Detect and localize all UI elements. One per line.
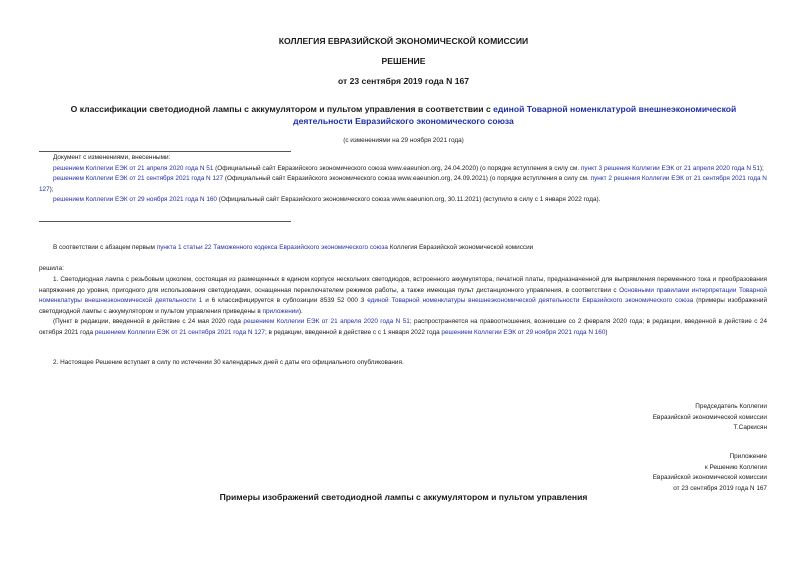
appendix-organization: Евразийской экономической комиссии <box>652 474 767 481</box>
bottom-divider <box>39 221 291 222</box>
signature-block <box>653 402 767 434</box>
amendments-block <box>39 153 767 206</box>
amendment-link[interactable]: решением Коллегии ЕЭК от 21 сентября 2021 года N 127 <box>94 328 265 336</box>
title-tnved-link[interactable]: единой Товарной номенклатурой внешнеэкономической деятельности Евразийского экономического союза <box>293 104 737 126</box>
interpretation-rules-link[interactable]: Основными правилами интерпретации Товарной номенклатуры внешнеэкономической деятельности 1 <box>39 286 767 304</box>
amendment-link[interactable]: решением Коллегии ЕЭК от 29 ноября 2021 года N 160 <box>53 196 217 203</box>
appendix-link[interactable]: приложении <box>262 307 299 315</box>
tnved-link[interactable]: единой Товарной номенклатуры внешнеэкономической деятельности Евразийского экономического союза <box>367 297 694 304</box>
point-1: 1. Светодиодная лампа с резьбовым цоколем, состоящая из размещенных в едином корпусе нескольких светодиодов, встроенного аккумулятора, печатной платы, предназначенной для выпрямления переменного тока и преобразования напряжения до уровня, пригодного для использования светодиодами, оснащенная переключателем режимов работы, а также имеющая пульт дистанционного управления, в соответствии с Основными правилами интерпретации Товарной номенклатуры внешнеэкономической деятельности 1 и 6 классифицируется в субпозиции 8539 52 000 3 единой Товарной номенклатуры внешнеэкономической деятельности Евразийского экономического союза (примеры изображений светодиодной лампы с аккумулятором и пультом управления приведены в приложении). <box>39 276 768 315</box>
appendix-reference: к Решению Коллегии <box>704 463 767 471</box>
point-2: 2. Настоящее Решение вступает в силу по истечении 30 календарных дней с даты его официального опубликования. <box>53 359 404 366</box>
amendment-effective-link[interactable]: пункт 2 решения Коллегии ЕЭК от 21 сентября 2021 года N 127 <box>39 175 767 193</box>
amendment-link[interactable]: решением Коллегии ЕЭК от 29 ноября 2021 года N 160 <box>441 328 606 336</box>
preamble: В соответствии с абзацем первым пункта 1 статьи 22 Таможенного кодекса Евразийского экономического союза Коллегия Евразийской экономической комиссии <box>53 244 534 251</box>
amendment-link[interactable]: решением Коллегии ЕЭК от 21 апреля 2020 года N 51 <box>243 318 410 325</box>
amendment-note: (с изменениями на 29 ноября 2021 года) <box>343 137 464 144</box>
document-title <box>40 103 767 127</box>
appendix-date: от 23 сентября 2019 года N 167 <box>673 484 767 492</box>
amendment-link[interactable]: решением Коллегии ЕЭК от 21 сентября 2021 года N 127 <box>53 175 224 182</box>
document-type: РЕШЕНИЕ <box>381 56 426 66</box>
amendment-item: решением Коллегии ЕЭК от 21 сентября 2021 года N 127 (Официальный сайт Евразийского экономического союза www.eaeunion.org, 24.09.2021) (о порядке вступления в силу см. пункт 2 решения Коллегии ЕЭК от 21 сентября 2021 года N 127); <box>39 175 767 193</box>
point-1-note: (Пункт в редакции, введенной в действие с 24 мая 2020 года решением Коллегии ЕЭК от 21 апреля 2020 года N 51; распространяется на правоотношения, возникшие со 2 февраля 2020 года; в редакции, введенной в действие с 24 октября 2021 года решением Коллегии ЕЭК от 21 сентября 2021 года N 127; в редакции, введенной в действие с с 1 января 2022 года решением Коллегии ЕЭК от 29 ноября 2021 года N 160) <box>39 318 768 336</box>
title-text: О классификации светодиодной лампы с аккумулятором и пультом управления в соответствии с <box>70 104 494 114</box>
amendment-link[interactable]: решением Коллегии ЕЭК от 21 апреля 2020 года N 51 <box>53 164 214 172</box>
customs-code-link[interactable]: пункта 1 статьи 22 Таможенного кодекса Евразийского экономического союза <box>156 244 388 251</box>
resolved-label: решила: <box>39 265 64 272</box>
document-date-number: от 23 сентября 2019 года N 167 <box>337 76 470 86</box>
amendment-item: решением Коллегии ЕЭК от 29 ноября 2021 года N 160 (Официальный сайт Евразийского экономического союза www.eaeunion.org, 30.11.2021) (вступило в силу с 1 января 2022 года). <box>53 196 601 203</box>
appendix-label: Приложение <box>729 453 767 460</box>
amendment-effective-link[interactable]: пункт 3 решения Коллегии ЕЭК от 21 апреля 2020 года N 51 <box>580 164 760 172</box>
signature-position: Председатель Коллегии <box>695 403 767 410</box>
appendix-header <box>653 452 767 494</box>
signature-organization: Евразийской экономической комиссии <box>652 413 767 421</box>
signature-name: Т.Саркисян <box>733 424 767 431</box>
appendix-title: Примеры изображений светодиодной лампы с аккумулятором и пультом управления <box>219 492 588 502</box>
amendments-intro: Документ с изменениями, внесенными: <box>53 154 171 161</box>
amendment-item: решением Коллегии ЕЭК от 21 апреля 2020 года N 51 (Официальный сайт Евразийского экономического союза www.eaeunion.org, 24.04.2020) (о порядке вступления в силу см. пункт 3 решения Коллегии ЕЭК от 21 апреля 2020 года N 51); <box>53 164 764 172</box>
issuing-body: КОЛЛЕГИЯ ЕВРАЗИЙСКОЙ ЭКОНОМИЧЕСКОЙ КОМИССИИ <box>278 36 529 46</box>
top-divider <box>39 151 291 152</box>
